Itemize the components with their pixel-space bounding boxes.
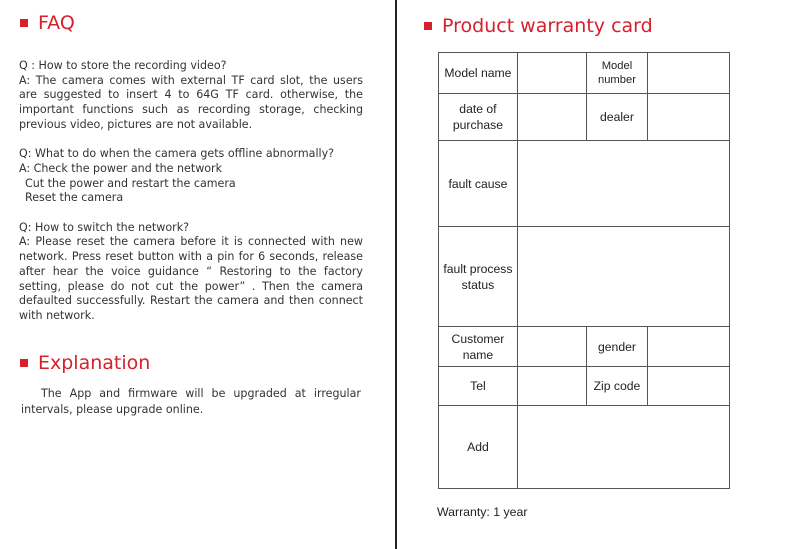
customer-name-label: Customer name xyxy=(439,327,518,367)
fault-cause-label: fault cause xyxy=(439,141,518,227)
table-row xyxy=(439,406,730,489)
faq-question: Q : How to store the recording video? xyxy=(19,59,227,72)
table-row xyxy=(439,141,730,227)
table-row xyxy=(439,327,730,367)
warranty-heading xyxy=(424,15,653,37)
bullet-square-icon xyxy=(424,22,432,30)
faq-item xyxy=(19,221,363,324)
warranty-heading-text: Product warranty card xyxy=(442,15,653,37)
model-number-field[interactable] xyxy=(648,53,730,94)
faq-heading-text: FAQ xyxy=(38,12,75,34)
faq-step: Reset the camera xyxy=(25,191,124,205)
add-field[interactable] xyxy=(517,406,729,489)
customer-name-field[interactable] xyxy=(517,327,586,367)
model-name-field[interactable] xyxy=(517,53,586,94)
table-row xyxy=(439,53,730,94)
table-row xyxy=(439,367,730,406)
fault-process-status-field[interactable] xyxy=(517,227,729,327)
table-row xyxy=(439,227,730,327)
fault-cause-field[interactable] xyxy=(517,141,729,227)
bullet-square-icon xyxy=(20,359,28,367)
dealer-field[interactable] xyxy=(648,94,730,141)
faq-question: Q: How to switch the network? xyxy=(19,220,190,234)
explanation-heading xyxy=(20,352,150,374)
fault-process-status-label: fault process status xyxy=(439,227,518,327)
tel-field[interactable] xyxy=(517,367,586,406)
date-of-purchase-field[interactable] xyxy=(517,94,586,141)
faq-item xyxy=(19,59,363,133)
explanation-heading-text: Explanation xyxy=(38,352,151,374)
add-label: Add xyxy=(439,406,518,489)
faq-section xyxy=(19,59,363,338)
gender-label: gender xyxy=(586,327,648,367)
table-row xyxy=(439,94,730,141)
faq-step: Cut the power and restart the camera xyxy=(25,176,236,190)
page-divider xyxy=(395,0,397,549)
gender-field[interactable] xyxy=(648,327,730,367)
warranty-period: Warranty: 1 year xyxy=(437,505,528,519)
model-number-label: Model number xyxy=(586,53,648,94)
zip-code-field[interactable] xyxy=(648,367,730,406)
dealer-label: dealer xyxy=(586,94,648,141)
faq-answer: A: Check the power and the network xyxy=(19,161,223,175)
zip-code-label: Zip code xyxy=(586,367,648,406)
warranty-table xyxy=(438,52,730,489)
faq-answer: A: The camera comes with external TF card slot, the users are suggested to insert 4 to 64G TF card. otherwise, the important functions such as recording storage, checking previous video, pictures are not available. xyxy=(19,73,363,131)
faq-item xyxy=(19,147,363,206)
faq-heading xyxy=(20,12,75,34)
faq-answer: A: Please reset the camera before it is connected with new network. Press reset button with a pin for 6 seconds, release after hear the voice guidance “ Restoring to the factory setting, please do not cut the power” . Then the camera defaulted successfully. Restart the camera and then connect with network. xyxy=(19,235,363,322)
tel-label: Tel xyxy=(439,367,518,406)
date-of-purchase-label: date of purchase xyxy=(439,94,518,141)
explanation-text: The App and firmware will be upgraded at irregular intervals, please upgrade online. xyxy=(21,387,361,416)
faq-question: Q: What to do when the camera gets offline abnormally? xyxy=(19,147,335,161)
bullet-square-icon xyxy=(20,19,28,27)
model-name-label: Model name xyxy=(439,53,518,94)
